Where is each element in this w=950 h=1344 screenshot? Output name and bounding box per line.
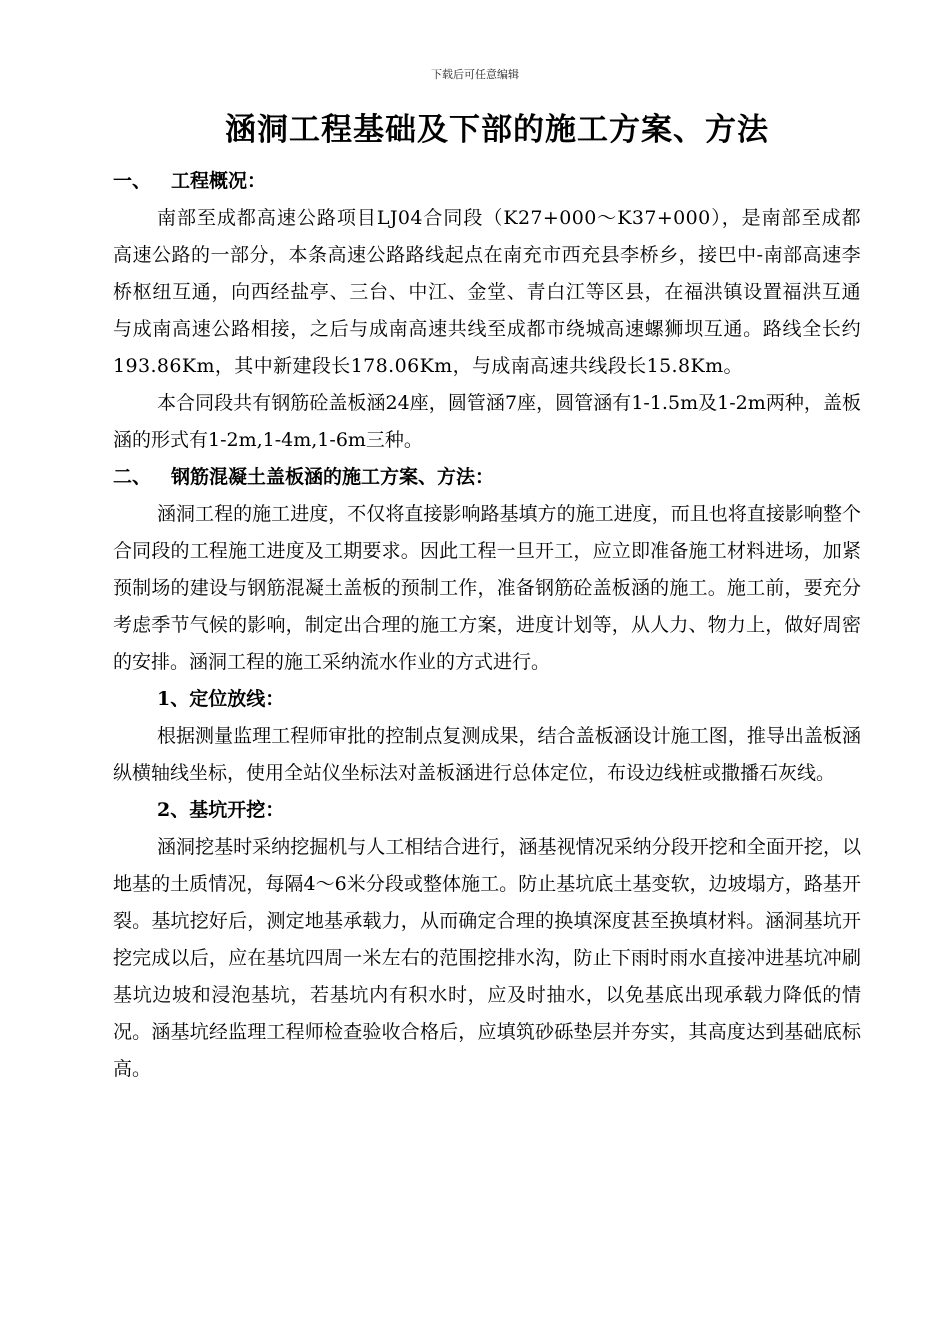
subsection-excavation-heading: 2、基坑开挖：	[157, 799, 285, 821]
document-body	[113, 163, 861, 1088]
header-note: 下载后可任意编辑	[431, 68, 519, 81]
subsection-positioning-heading: 1、定位放线：	[157, 688, 285, 710]
section-2-heading	[113, 459, 861, 496]
section-2-title: 钢筋混凝土盖板涵的施工方案、方法：	[171, 466, 495, 488]
section-1-title: 工程概况：	[171, 170, 267, 192]
subsection-positioning-paragraph: 根据测量监理工程师审批的控制点复测成果，结合盖板涵设计施工图，推导出盖板涵纵横轴线坐标，使用全站仪坐标法对盖板涵进行总体定位，布设边线桩或撒播石灰线。	[113, 725, 861, 784]
page-title: 涵洞工程基础及下部的施工方案、方法	[225, 112, 769, 148]
section-2-paragraph-1: 涵洞工程的施工进度，不仅将直接影响路基填方的施工进度，而且也将直接影响整个合同段的工程施工进度及工期要求。因此工程一旦开工，应立即准备施工材料进场，加紧预制场的建设与钢筋混凝土盖板的预制工作，准备钢筋砼盖板涵的施工。施工前，要充分考虑季节气候的影响，制定出合理的施工方案，进度计划等，从人力、物力上，做好周密的安排。涵洞工程的施工采纳流水作业的方式进行。	[113, 503, 861, 673]
subsection-excavation-paragraph: 涵洞挖基时采纳挖掘机与人工相结合进行，涵基视情况采纳分段开挖和全面开挖，以地基的土质情况，每隔4～6米分段或整体施工。防止基坑底土基变软，边坡塌方，路基开裂。基坑挖好后，测定地基承载力，从而确定合理的换填深度甚至换填材料。涵洞基坑开挖完成以后，应在基坑四周一米左右的范围挖排水沟，防止下雨时雨水直接冲进基坑冲刷基坑边坡和浸泡基坑，若基坑内有积水时，应及时抽水，以免基底出现承载力降低的情况。涵基坑经监理工程师检查验收合格后，应填筑砂砾垫层并夯实，其高度达到基础底标高。	[113, 836, 861, 1080]
section-1-paragraph-1: 南部至成都高速公路项目LJ04合同段（K27+000～K37+000），是南部至成都高速公路的一部分，本条高速公路路线起点在南充市西充县李桥乡，接巴中-南部高速李桥枢纽互通，向西经盐亭、三台、中江、金堂、青白江等区县，在福洪镇设置福洪互通与成南高速公路相接，之后与成南高速共线至成都市绕城高速螺狮坝互通。路线全长约193.86Km，其中新建段长178.06Km，与成南高速共线段长15.8Km。	[113, 207, 861, 377]
section-1-heading	[113, 163, 861, 200]
section-1-number: 一、	[113, 170, 152, 192]
section-2-number: 二、	[113, 466, 152, 488]
section-1-paragraph-2: 本合同段共有钢筋砼盖板涵24座，圆管涵7座，圆管涵有1-1.5m及1-2m两种，盖板涵的形式有1-2m,1-4m,1-6m三种。	[113, 392, 861, 451]
